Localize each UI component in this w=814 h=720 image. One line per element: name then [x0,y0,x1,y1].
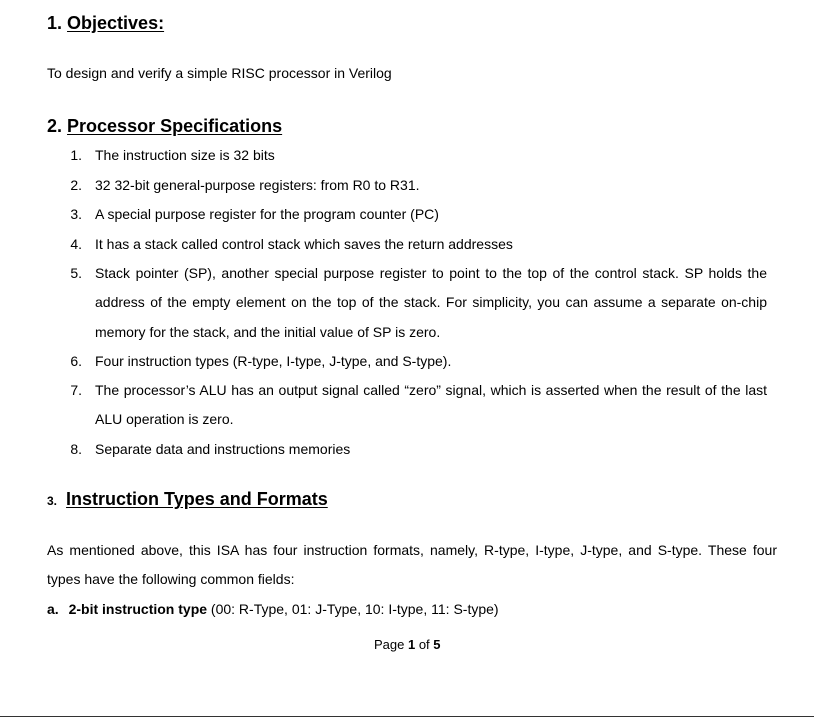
page-prefix: Page [374,637,408,652]
objective-text: To design and verify a simple RISC processor in Verilog [47,65,392,81]
section-1-heading [47,13,164,34]
spec-item-number: 2. [70,177,82,193]
spec-item-text: Four instruction types (R-type, I-type, J-type, and S-type). [95,353,452,369]
spec-item-text: 32 32-bit general-purpose registers: from R0 to R31. [95,177,420,193]
section-3-paragraph: As mentioned above, this ISA has four instruction formats, namely, R-type, I-type, J-type, and S-type. These four types have the following common fields: [47,542,777,588]
section-2-number: 2. [47,116,63,136]
spec-item-number: 8. [70,441,82,457]
spec-item-text: The processor’s ALU has an output signal called “zero” signal, which is asserted when the result of the last ALU operation is zero. [95,382,767,428]
spec-item-text: It has a stack called control stack which saves the return addresses [95,236,513,252]
section-3-number: 3. [47,494,58,508]
section-3-heading [47,489,328,510]
spec-item-text: A special purpose register for the program counter (PC) [95,206,439,222]
spec-item-text: The instruction size is 32 bits [95,147,275,163]
spec-item-text: Separate data and instructions memories [95,441,351,457]
spec-item-number: 7. [70,382,82,398]
field-item-bold: 2-bit instruction type [68,601,208,617]
page-current: 1 [407,637,416,652]
section-1-number: 1. [47,13,63,33]
spec-item-number: 4. [70,236,82,252]
field-item-label: a. [47,601,59,617]
page-total: 5 [433,637,441,652]
page-number [374,637,441,652]
spec-item-text: Stack pointer (SP), another special purpose register to point to the top of the control stack. SP holds the address of the empty element on the top of the stack. For simplicity, you can assume a separate on-chip memory for the stack, and the initial value of SP is zero. [95,265,767,340]
spec-item-number: 1. [70,147,82,163]
field-item-a [47,601,499,617]
section-1-title: Objectives: [67,13,165,33]
spec-item-number: 5. [70,265,82,281]
field-item-rest: (00: R-Type, 01: J-Type, 10: I-type, 11: S-type) [207,601,499,617]
section-2-heading [47,116,282,137]
spec-item-number: 3. [70,206,82,222]
spec-item-number: 6. [70,353,82,369]
page-bottom-divider [0,716,814,717]
section-2-title: Processor Specifications [67,116,283,136]
section-3-title: Instruction Types and Formats [66,489,328,509]
page-of: of [415,637,434,652]
